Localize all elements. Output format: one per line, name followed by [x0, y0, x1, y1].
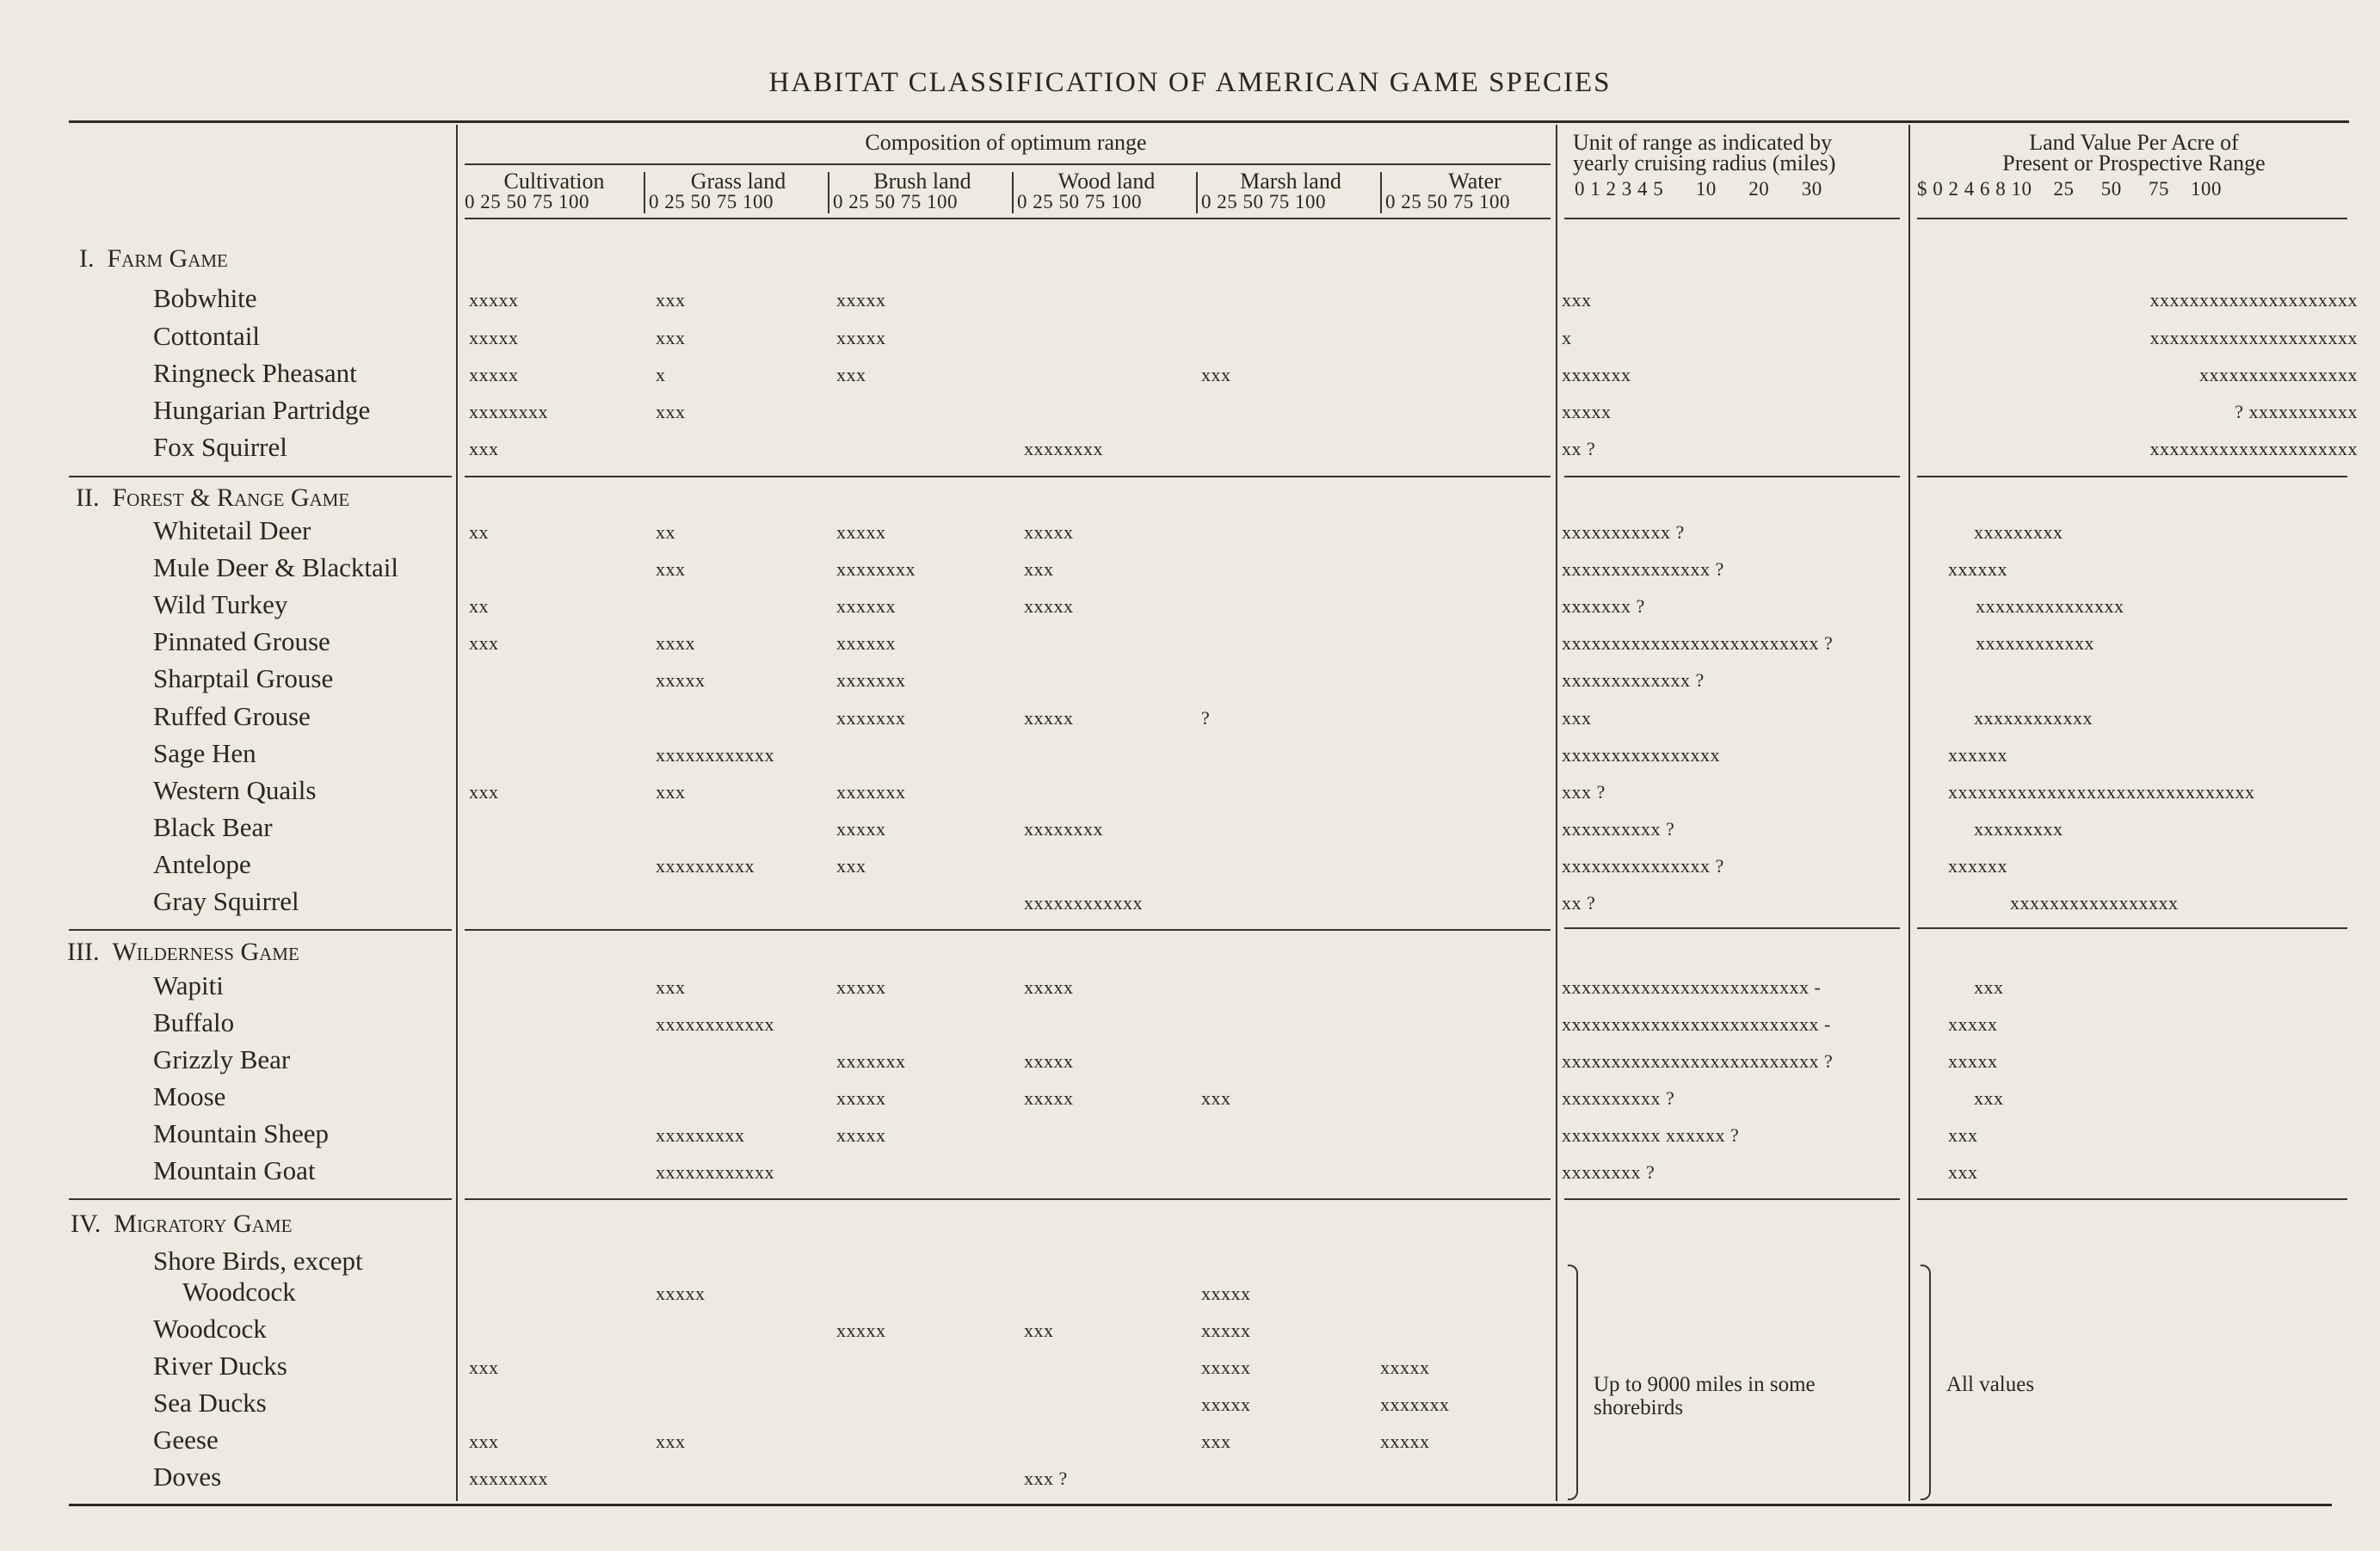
rule-unit-3 [1564, 927, 1900, 929]
habitat-marks-brush: xxxxx [836, 976, 886, 998]
habitat-marks-brush: xxxxx [836, 818, 886, 840]
habitat-marks-water: xxxxx [1380, 1357, 1430, 1378]
divider-species [456, 125, 458, 1501]
habitat-marks-grass: xxx [656, 327, 686, 348]
land-value-marks: xxxxxxxxx [1974, 818, 2063, 840]
unit-range-header-1: Unit of range as indicated by [1573, 130, 1833, 155]
land-value-marks: xxxxxx [1948, 855, 2007, 877]
habitat-marks-grass: xxxxxxxxxxxx [656, 1161, 774, 1183]
land-value-marks: xxxxxxxxxxxxxxxxxxxxx [2149, 438, 2358, 459]
unit-range-marks: xxx [1562, 289, 1592, 311]
land-value-marks: xxx [1948, 1161, 1978, 1183]
habitat-scale: 0 25 50 75 100 [833, 191, 958, 212]
migratory-unit-note: Up to 9000 miles in some shorebirds [1594, 1373, 1816, 1419]
land-value-marks: xxxxxxxxx [1974, 521, 2063, 543]
unit-range-marks: xxxxxxx ? [1562, 595, 1645, 617]
migratory-value-note: All values [1946, 1373, 2035, 1396]
habitat-marks-wood: xxxxxxxx [1024, 438, 1103, 459]
unit-range-marks: xx ? [1562, 438, 1596, 459]
rule-unit-4 [1564, 1198, 1900, 1200]
rule-comp-4 [465, 1198, 1551, 1200]
habitat-scale: 0 25 50 75 100 [649, 191, 774, 212]
habitat-marks-brush: xxxxxxx [836, 1050, 906, 1072]
habitat-marks-grass: xxxxx [656, 669, 706, 691]
unit-range-header-2: yearly cruising radius (miles) [1573, 151, 1836, 175]
rule-val-4 [1917, 1198, 2347, 1200]
unit-range-marks: xxxxxxxxxx ? [1562, 1087, 1675, 1109]
unit-range-marks: xxxxxxxxxx ? [1562, 818, 1675, 840]
unit-range-marks: xxxxxxxxxxxxxxx ? [1562, 855, 1724, 877]
habitat-scale: 0 25 50 75 100 [1385, 191, 1510, 212]
habitat-marks-marsh: xxxxx [1201, 1394, 1251, 1415]
land-value-marks: xxxxxxxxxxxxxxxxxxxxx [2149, 289, 2358, 311]
species-name: Fox Squirrel [153, 432, 287, 462]
habitat-header: Water [1448, 169, 1501, 194]
unit-range-marks: xxx ? [1562, 781, 1606, 803]
habitat-marks-marsh: xxxxx [1201, 1283, 1251, 1304]
habitat-marks-brush: xxxxx [836, 1124, 886, 1146]
unit-range-marks: xxxxxxxx ? [1562, 1161, 1656, 1183]
section-wilderness-game: III. Wilderness Game [67, 938, 299, 966]
habitat-header-divider [644, 172, 645, 213]
rule-unit-2 [1564, 476, 1900, 477]
habitat-marks-grass: xxx [656, 781, 686, 803]
habitat-marks-cult: xxx [469, 781, 499, 803]
habitat-scale: 0 25 50 75 100 [1201, 191, 1326, 212]
land-value-marks: xxx [1974, 976, 2004, 998]
unit-range-marks: xxxxxxxxxxx ? [1562, 521, 1685, 543]
land-value-marks: xxxxxxxxxxxxxxx [1976, 595, 2124, 617]
habitat-marks-brush: xxxxx [836, 521, 886, 543]
species-name: Sage Hen [153, 738, 256, 768]
rule-species-3 [69, 929, 452, 931]
habitat-marks-marsh: ? [1201, 707, 1211, 729]
habitat-marks-marsh: xxx [1201, 1087, 1231, 1109]
land-value-marks: xxxxx [1948, 1013, 1998, 1035]
land-value-marks: xxx [1974, 1087, 2004, 1109]
species-name: Pinnated Grouse [153, 626, 330, 656]
habitat-marks-grass: xxx [656, 401, 686, 422]
species-name: Buffalo [153, 1007, 235, 1037]
unit-range-marks: xxxxxxxxxxxxxxxx [1562, 744, 1720, 766]
habitat-marks-cult: xx [469, 521, 489, 543]
habitat-marks-wood: xxxxx [1024, 521, 1074, 543]
species-name: Western Quails [153, 775, 317, 805]
species-name: Sharptail Grouse [153, 663, 334, 693]
section-forest-range-game: II. Forest & Range Game [76, 483, 350, 512]
species-name: Mountain Goat [153, 1155, 316, 1185]
land-value-marks: xxxxxx [1948, 744, 2007, 766]
habitat-marks-cult: xxxxx [469, 364, 519, 385]
rule-unit-hdr [1564, 218, 1900, 219]
land-value-marks: xxxxxxxxxxxx [1976, 632, 2094, 654]
habitat-marks-brush: xxxxxx [836, 595, 896, 617]
species-name: Hungarian Partridge [153, 395, 371, 425]
habitat-marks-cult: xxxxxxxx [469, 1468, 548, 1489]
habitat-header: Wood land [1057, 169, 1156, 194]
habitat-header: Brush land [873, 169, 971, 194]
species-name: Ringneck Pheasant [153, 358, 357, 388]
species-name: Sea Ducks [153, 1388, 267, 1418]
land-value-marks: ? xxxxxxxxxxx [2235, 401, 2358, 422]
species-name: Shore Birds, except [153, 1246, 363, 1276]
land-value-marks: xxxxxxxxxxxx [1974, 707, 2093, 729]
composition-rule [465, 163, 1551, 165]
species-name: Grizzly Bear [153, 1044, 291, 1074]
species-name: Mountain Sheep [153, 1118, 330, 1148]
unit-range-marks: xxxxxxxxxxxxxxxxxxxxxxxxxx ? [1562, 1050, 1834, 1072]
habitat-marks-cult: xxxxxxxx [469, 401, 548, 422]
habitat-marks-wood: xxxxxxxxxxxx [1024, 892, 1143, 914]
habitat-header: Grass land [690, 169, 786, 194]
habitat-marks-cult: xxx [469, 1357, 499, 1378]
habitat-marks-brush: xxxxx [836, 1320, 886, 1341]
unit-range-marks: xxxxxxx [1562, 364, 1631, 385]
habitat-scale: 0 25 50 75 100 [465, 191, 589, 212]
habitat-marks-grass: x [656, 364, 666, 385]
species-name: Mule Deer & Blacktail [153, 552, 398, 582]
land-value-marks: xxxxx [1948, 1050, 1998, 1072]
species-name: Bobwhite [153, 283, 257, 313]
habitat-marks-wood: xxxxx [1024, 976, 1074, 998]
land-value-header-1: Land Value Per Acre of [2029, 130, 2239, 155]
species-name: Moose [153, 1081, 226, 1111]
land-value-header-2: Present or Prospective Range [2002, 151, 2266, 175]
rule-val-3 [1917, 927, 2347, 929]
habitat-marks-grass: xx [656, 521, 675, 543]
rule-comp-2 [465, 476, 1551, 477]
species-name: Black Bear [153, 812, 273, 842]
rule-species-2 [69, 476, 452, 477]
habitat-marks-cult: xxx [469, 438, 499, 459]
habitat-marks-wood: xxx [1024, 1320, 1054, 1341]
habitat-header-divider [1196, 172, 1198, 213]
habitat-marks-grass: xxxxxxxxxx [656, 855, 755, 877]
habitat-marks-brush: xxxxxxx [836, 669, 906, 691]
species-name: Whitetail Deer [153, 515, 311, 545]
habitat-marks-brush: xxxxx [836, 289, 886, 311]
unit-range-marks: x [1562, 327, 1572, 348]
species-name: Woodcock [153, 1314, 267, 1344]
habitat-header: Cultivation [503, 169, 605, 194]
habitat-marks-brush: xxxxx [836, 327, 886, 348]
habitat-marks-marsh: xxx [1201, 364, 1231, 385]
habitat-marks-marsh: xxxxx [1201, 1320, 1251, 1341]
section-farm-game: I. Farm Game [79, 244, 228, 273]
top-rule [69, 120, 2349, 123]
habitat-marks-grass: xxxxxxxxx [656, 1124, 745, 1146]
species-name: Wild Turkey [153, 589, 288, 619]
rule-val-hdr [1917, 218, 2347, 219]
rule-val-2 [1917, 476, 2347, 477]
unit-range-scale: 0 1 2 3 4 5 10 20 30 [1575, 178, 1822, 200]
species-name: Geese [153, 1425, 219, 1455]
species-name: Woodcock [182, 1277, 296, 1307]
habitat-marks-grass: xxx [656, 558, 686, 580]
habitat-marks-wood: xxxxx [1024, 1087, 1074, 1109]
habitat-marks-cult: xxx [469, 632, 499, 654]
habitat-marks-marsh: xxx [1201, 1431, 1231, 1452]
page-title: HABITAT CLASSIFICATION OF AMERICAN GAME SPECIES [768, 67, 1612, 98]
unit-range-marks: xxxxxxxxxxxxxxx ? [1562, 558, 1724, 580]
habitat-header-divider [1012, 172, 1014, 213]
habitat-marks-brush: xxxxxx [836, 632, 896, 654]
habitat-marks-grass: xxx [656, 289, 686, 311]
habitat-scale: 0 25 50 75 100 [1017, 191, 1142, 212]
species-name: Doves [153, 1462, 222, 1492]
unit-range-brace [1568, 1265, 1578, 1500]
habitat-marks-grass: xxx [656, 976, 686, 998]
land-value-marks: xxx [1948, 1124, 1978, 1146]
unit-range-marks: xxxxxxxxxx xxxxxx ? [1562, 1124, 1740, 1146]
unit-range-marks: xxxxxxxxxxxxxxxxxxxxxxxxxx ? [1562, 632, 1834, 654]
land-value-marks: xxxxxxxxxxxxxxxxxxxxx [2149, 327, 2358, 348]
divider-unit [1908, 125, 1910, 1501]
land-value-marks: xxxxxxxxxxxxxxxx [2199, 364, 2358, 385]
habitat-marks-water: xxxxx [1380, 1431, 1430, 1452]
species-name: Ruffed Grouse [153, 701, 311, 731]
land-value-scale: $ 0 2 4 6 8 10 25 50 75 100 [1917, 178, 2222, 200]
unit-range-marks: xx ? [1562, 892, 1596, 914]
habitat-marks-wood: xxx [1024, 558, 1054, 580]
divider-composition [1556, 125, 1557, 1501]
habitat-marks-grass: xxxxx [656, 1283, 706, 1304]
habitat-header-divider [1380, 172, 1382, 213]
bottom-rule [69, 1504, 2332, 1506]
habitat-marks-cult: xx [469, 595, 489, 617]
section-migratory-game: IV. Migratory Game [71, 1209, 293, 1238]
habitat-marks-grass: xxxxxxxxxxxx [656, 744, 774, 766]
habitat-header-divider [828, 172, 829, 213]
habitat-marks-wood: xxxxxxxx [1024, 818, 1103, 840]
habitat-marks-cult: xxx [469, 1431, 499, 1452]
species-name: Cottontail [153, 321, 260, 351]
rule-comp-hdr [465, 218, 1551, 219]
habitat-marks-brush: xxxxxxx [836, 707, 906, 729]
habitat-marks-cult: xxxxx [469, 289, 519, 311]
species-name: Wapiti [153, 970, 224, 1000]
habitat-marks-brush: xxxxxxx [836, 781, 906, 803]
species-name: River Ducks [153, 1351, 287, 1381]
habitat-marks-wood: xxxxx [1024, 1050, 1074, 1072]
habitat-marks-wood: xxx ? [1024, 1468, 1068, 1489]
unit-range-marks: xxxxxxxxxxxxxxxxxxxxxxxxx - [1562, 976, 1822, 998]
habitat-marks-brush: xxx [836, 855, 866, 877]
habitat-marks-grass: xxxxxxxxxxxx [656, 1013, 774, 1035]
rule-species-4 [69, 1198, 452, 1200]
habitat-marks-wood: xxxxx [1024, 595, 1074, 617]
species-name: Gray Squirrel [153, 886, 299, 916]
habitat-marks-grass: xxx [656, 1431, 686, 1452]
habitat-header: Marsh land [1240, 169, 1341, 194]
land-value-brace [1921, 1265, 1931, 1500]
land-value-marks: xxxxxxxxxxxxxxxxxxxxxxxxxxxxxxx [1948, 781, 2255, 803]
unit-range-marks: xxxxx [1562, 401, 1612, 422]
composition-header: Composition of optimum range [865, 130, 1147, 155]
unit-range-marks: xxxxxxxxxxxxx ? [1562, 669, 1705, 691]
habitat-marks-cult: xxxxx [469, 327, 519, 348]
unit-range-marks: xxx [1562, 707, 1592, 729]
land-value-marks: xxxxxx [1948, 558, 2007, 580]
habitat-marks-brush: xxxxxxxx [836, 558, 916, 580]
rule-comp-3 [465, 929, 1551, 931]
habitat-marks-wood: xxxxx [1024, 707, 1074, 729]
unit-range-marks: xxxxxxxxxxxxxxxxxxxxxxxxxx - [1562, 1013, 1831, 1035]
habitat-marks-brush: xxxxx [836, 1087, 886, 1109]
species-name: Antelope [153, 849, 251, 879]
habitat-marks-brush: xxx [836, 364, 866, 385]
habitat-marks-marsh: xxxxx [1201, 1357, 1251, 1378]
land-value-marks: xxxxxxxxxxxxxxxxx [2010, 892, 2179, 914]
habitat-marks-water: xxxxxxx [1380, 1394, 1450, 1415]
habitat-marks-grass: xxxx [656, 632, 695, 654]
